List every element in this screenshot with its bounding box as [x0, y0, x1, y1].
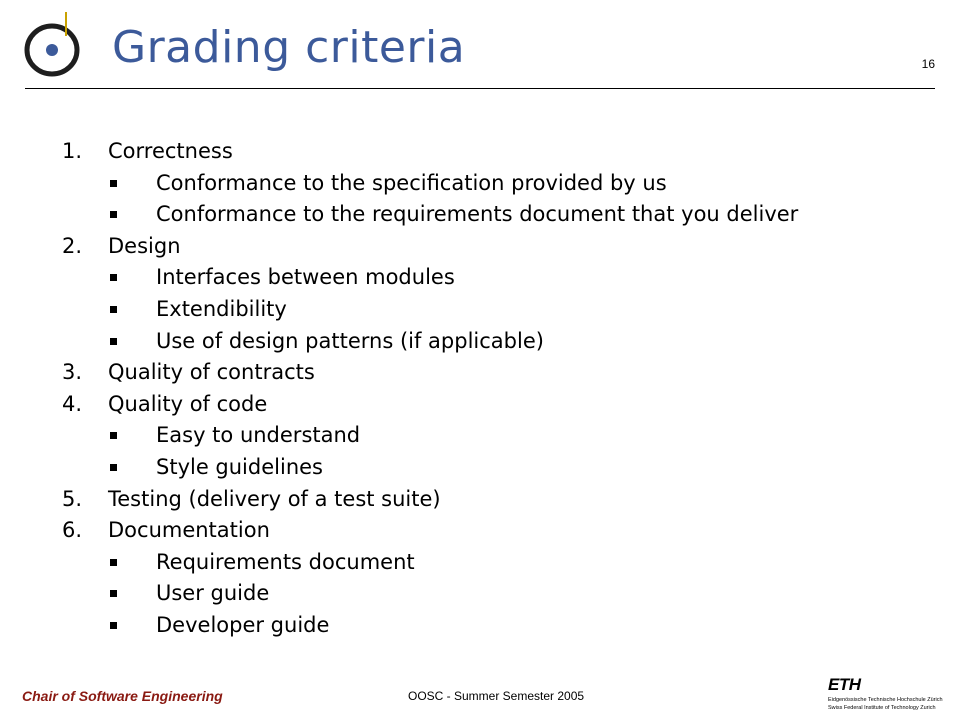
list-item — [0, 515, 960, 547]
item-number: 5. — [62, 486, 83, 511]
sub-list-item — [0, 199, 960, 231]
item-number: 2. — [62, 233, 83, 258]
square-bullet-icon — [110, 274, 117, 281]
sub-item-label: Conformance to the specification provided by us — [156, 170, 667, 195]
sub-item-label: Easy to understand — [156, 423, 361, 448]
list-item — [0, 357, 960, 389]
sub-item-label: Extendibility — [156, 296, 287, 321]
square-bullet-icon — [110, 180, 117, 187]
item-label: Testing (delivery of a test suite) — [108, 486, 441, 511]
list-item — [0, 231, 960, 263]
item-label: Correctness — [108, 139, 233, 163]
sub-item-label: Interfaces between modules — [156, 265, 455, 290]
square-bullet-icon — [110, 622, 117, 629]
eth-subtitle-de: Eidgenössische Technische Hochschule Zürich — [828, 697, 943, 703]
square-bullet-icon — [110, 590, 117, 597]
square-bullet-icon — [110, 559, 117, 566]
eth-subtitle-en: Swiss Federal Institute of Technology Zurich — [828, 705, 936, 711]
square-bullet-icon — [110, 306, 117, 313]
page-title: Grading criteria — [112, 22, 466, 73]
list-item — [0, 389, 960, 421]
sub-list-item — [0, 578, 960, 610]
square-bullet-icon — [110, 464, 117, 471]
sub-item-label: Requirements document — [156, 549, 415, 574]
square-bullet-icon — [110, 432, 117, 439]
sub-item-label: Use of design patterns (if applicable) — [156, 328, 544, 353]
item-label: Quality of contracts — [108, 360, 315, 385]
chair-name: Chair of Software Engineering — [22, 688, 223, 704]
criteria-list — [0, 136, 960, 642]
item-label: Documentation — [108, 518, 270, 543]
chair-logo-icon — [22, 10, 88, 78]
header-divider — [25, 88, 935, 89]
item-number: 3. — [62, 360, 83, 385]
sub-list-item — [0, 420, 960, 452]
eth-wordmark: ETH — [828, 675, 861, 694]
sub-list-item — [0, 294, 960, 326]
sub-item-label: Conformance to the requirements document that you deliver — [156, 202, 799, 227]
item-label: Quality of code — [108, 391, 268, 416]
sub-list-item — [0, 326, 960, 358]
item-number: 4. — [62, 391, 83, 416]
course-footer: OOSC - Summer Semester 2005 — [408, 689, 585, 703]
sub-list-item — [0, 452, 960, 484]
square-bullet-icon — [110, 211, 117, 218]
sub-item-label: User guide — [156, 581, 270, 606]
list-item — [0, 136, 960, 168]
sub-list-item — [0, 610, 960, 642]
sub-list-item — [0, 547, 960, 579]
slide-number: 16 — [921, 57, 935, 71]
eth-logo — [828, 675, 956, 715]
item-label: Design — [108, 233, 181, 258]
item-number: 6. — [62, 518, 83, 543]
square-bullet-icon — [110, 338, 117, 345]
sub-item-label: Developer guide — [156, 612, 330, 637]
item-number: 1. — [62, 139, 83, 163]
sub-item-label: Style guidelines — [156, 454, 323, 479]
sub-list-item — [0, 262, 960, 294]
list-item — [0, 484, 960, 516]
sub-list-item — [0, 168, 960, 200]
